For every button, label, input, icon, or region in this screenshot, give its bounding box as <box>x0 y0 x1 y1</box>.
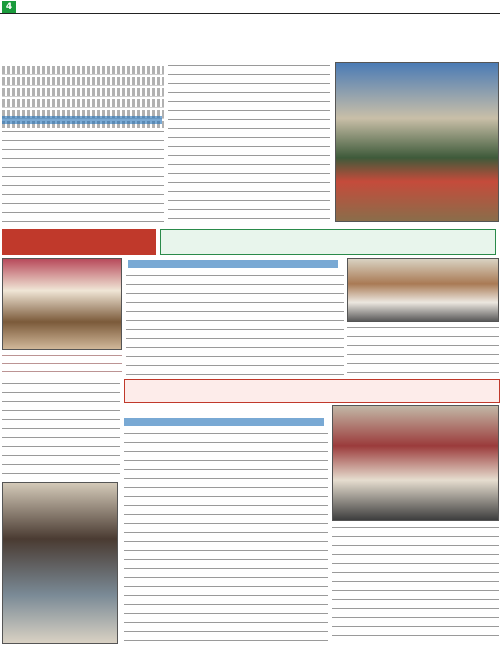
section-headline-left <box>2 229 156 255</box>
students-photo <box>347 258 499 322</box>
felicitation-caption <box>2 352 122 376</box>
byline-3 <box>124 418 324 426</box>
masthead <box>0 0 500 14</box>
event-photo <box>335 62 499 222</box>
article-column-1 <box>2 128 164 226</box>
felicitation-photo <box>2 258 122 350</box>
byline-2 <box>128 260 338 268</box>
article-column-6 <box>124 430 328 644</box>
pension-distribution-photo <box>332 405 499 521</box>
photo-caption <box>335 224 499 226</box>
byline <box>2 116 162 124</box>
article-column-2 <box>168 62 330 226</box>
page-number: 4 <box>2 1 16 13</box>
article-column-4 <box>347 324 499 376</box>
welfare-headline <box>124 379 500 403</box>
portrait-photo <box>2 482 118 644</box>
section-headline-right <box>160 229 496 255</box>
article-column-3 <box>126 272 344 376</box>
article-column-5 <box>2 380 120 480</box>
article-column-7 <box>332 524 499 644</box>
